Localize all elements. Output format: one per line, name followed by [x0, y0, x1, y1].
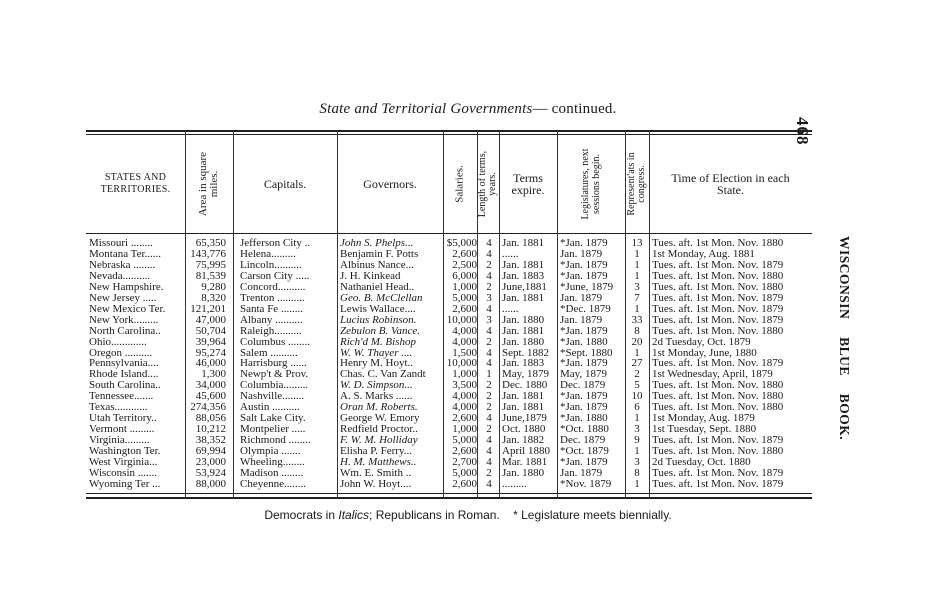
- cell-state: Texas............: [89, 401, 148, 414]
- cell-governor: Redfield Proctor..: [340, 423, 418, 436]
- cell-reps: 1: [634, 445, 640, 458]
- page-title-italic: State and Territorial Governments: [319, 101, 533, 117]
- cell-salary: 4,000: [452, 390, 477, 403]
- cell-reps: 8: [634, 466, 640, 479]
- cell-term: 4: [486, 237, 492, 249]
- cell-election: Tues. aft. 1st Mon. Nov. 1879: [652, 302, 784, 315]
- cell-legislature: *June, 1879: [560, 280, 614, 293]
- cell-term: 4: [486, 434, 492, 447]
- cell-area: 274,356: [190, 401, 226, 414]
- column-header-salaries-label: Salaries.: [453, 165, 466, 203]
- cell-salary: 5,000: [452, 434, 477, 447]
- footnote-republicans: ; Republicans in Roman.: [369, 508, 500, 522]
- cell-election: 2d Tuesday, Oct. 1879: [652, 335, 751, 348]
- cell-governor: Nathaniel Head..: [340, 280, 415, 293]
- cell-governor: Lucius Robinson.: [340, 313, 417, 326]
- cell-governor: Albinus Nance...: [340, 258, 414, 271]
- footnote-legislature-note: * Legislature meets biennially.: [513, 508, 672, 522]
- cell-area: 121,201: [190, 302, 226, 315]
- cell-capital: Helena.........: [240, 247, 296, 260]
- cell-capital: Lincoln..........: [240, 258, 302, 271]
- cell-election: Tues. aft. 1st Mon. Nov. 1879: [652, 258, 784, 271]
- cell-capital: Columbus ........: [240, 335, 310, 348]
- cell-expire: Oct. 1880: [502, 423, 546, 436]
- column-header-states: [86, 134, 185, 234]
- column-header-terms-expire-label: Terms expire.: [511, 171, 545, 197]
- cell-governor: Henry M. Hoyt..: [340, 357, 414, 370]
- footnote: [0, 508, 936, 522]
- cell-election: Tues. aft. 1st Mon. Nov. 1880: [652, 401, 784, 414]
- cell-area: 45,600: [195, 390, 226, 403]
- cell-legislature: *Dec. 1879: [560, 302, 611, 315]
- cell-term: 4: [486, 357, 492, 370]
- cell-capital: Raleigh..........: [240, 324, 302, 337]
- cell-legislature: Dec. 1879: [560, 434, 606, 447]
- cell-term: 4: [486, 269, 492, 282]
- cell-salary: $5,000: [446, 237, 477, 249]
- cell-expire: ......: [502, 247, 519, 260]
- cell-term: 2: [486, 258, 492, 271]
- cell-expire: Jan. 1881: [502, 324, 545, 337]
- cell-area: 1,300: [201, 368, 226, 381]
- cell-governor: F. W. M. Holliday: [340, 434, 418, 447]
- cell-area: 69,994: [195, 445, 226, 458]
- cell-area: 88,056: [195, 412, 226, 425]
- cell-area: 8,320: [201, 291, 226, 304]
- column-header-salaries: [443, 134, 477, 234]
- cell-election: Tues. aft. 1st Mon. Nov. 1880: [652, 379, 784, 392]
- cell-salary: 3,500: [452, 379, 477, 392]
- cell-reps: 1: [634, 247, 640, 260]
- cell-capital: Montpelier .....: [240, 423, 306, 436]
- cell-state: New Mexico Ter.: [89, 302, 166, 315]
- cell-capital: Richmond ........: [240, 434, 311, 447]
- column-header-area: [185, 134, 233, 234]
- cell-legislature: *Jan. 1879: [560, 390, 608, 403]
- cell-term: 4: [486, 324, 492, 337]
- cell-capital: Madison ........: [240, 466, 304, 479]
- cell-expire: Jan. 1880: [502, 313, 545, 326]
- cell-election: Tues. aft. 1st Mon. Nov. 1880: [652, 324, 784, 337]
- cell-term: 2: [486, 335, 492, 348]
- cell-governor: J. H. Kinkead: [340, 269, 401, 282]
- cell-election: Tues. aft. 1st Mon. Nov. 1880: [652, 237, 784, 249]
- cell-term: 4: [486, 456, 492, 468]
- running-title: WISCONSIN BLUE BOOK.: [837, 236, 852, 441]
- table-bottom-rule: [86, 493, 812, 494]
- cell-state: Virginia.........: [89, 434, 150, 447]
- cell-election: 1st Monday, Aug. 1881: [652, 247, 755, 260]
- column-header-area-label: Area in square miles.: [197, 151, 220, 217]
- cell-capital: Trenton ..........: [240, 291, 305, 304]
- cell-state: Rhode Island....: [89, 368, 159, 381]
- cell-governor: Elisha P. Ferry...: [340, 445, 413, 458]
- cell-state: Ohio.............: [89, 335, 147, 348]
- page-title-suffix: — continued.: [532, 101, 617, 117]
- cell-term: 4: [486, 445, 492, 458]
- cell-state: Wisconsin .......: [89, 466, 157, 479]
- cell-state: Vermont .........: [89, 423, 155, 436]
- cell-term: 1: [486, 368, 492, 381]
- cell-state: Montana Ter......: [89, 247, 162, 260]
- cell-expire: Sept. 1882: [502, 346, 550, 359]
- cell-term: 2: [486, 379, 492, 392]
- cell-reps: 2: [634, 368, 640, 381]
- cell-reps: 1: [634, 477, 640, 490]
- cell-area: 50,704: [195, 324, 226, 337]
- cell-legislature: *Jan. 1879: [560, 237, 608, 249]
- cell-governor: Rich'd M. Bishop: [340, 335, 416, 348]
- cell-salary: 1,000: [452, 423, 477, 436]
- cell-governor: John S. Phelps...: [340, 237, 414, 249]
- column-header-term-length-label: Length of terms, years.: [477, 150, 498, 218]
- cell-area: 23,000: [195, 456, 226, 468]
- cell-governor: George W. Emory: [340, 412, 420, 425]
- cell-legislature: Jan. 1879: [560, 466, 603, 479]
- cell-term: 4: [486, 346, 492, 359]
- cell-legislature: *Jan. 1879: [560, 456, 608, 468]
- cell-governor: Oran M. Roberts.: [340, 401, 418, 414]
- cell-legislature: Dec. 1879: [560, 379, 606, 392]
- cell-salary: 2,600: [452, 477, 477, 490]
- cell-salary: 4,000: [452, 335, 477, 348]
- column-header-term-length: [477, 134, 499, 234]
- cell-capital: Harrisburg ......: [240, 357, 307, 370]
- cell-area: 47,000: [195, 313, 226, 326]
- cell-state: Nevada..........: [89, 269, 151, 282]
- cell-state: New York.........: [89, 313, 159, 326]
- cell-salary: 1,500: [452, 346, 477, 359]
- cell-legislature: *Nov. 1879: [560, 477, 612, 490]
- cell-area: 38,352: [195, 434, 226, 447]
- cell-legislature: Jan. 1879: [560, 291, 603, 304]
- cell-election: Tues. aft. 1st Mon. Nov. 1879: [652, 477, 784, 490]
- cell-area: 39,964: [195, 335, 226, 348]
- cell-governor: Benjamin F. Potts: [340, 247, 419, 260]
- cell-reps: 20: [631, 335, 643, 348]
- cell-legislature: *Oct. 1879: [560, 445, 609, 458]
- cell-reps: 1: [634, 412, 640, 425]
- cell-area: 46,000: [195, 357, 226, 370]
- column-header-legislatures-label: Legislatures, next sessions begin.: [580, 148, 602, 220]
- cell-election: Tues. aft. 1st Mon. Nov. 1879: [652, 357, 784, 370]
- cell-state: Oregon ..........: [89, 346, 153, 359]
- cell-area: 10,212: [195, 423, 226, 436]
- cell-expire: May, 1879: [502, 368, 549, 381]
- cell-term: 3: [486, 313, 492, 326]
- cell-expire: ......: [502, 302, 519, 315]
- cell-salary: 2,500: [452, 258, 477, 271]
- cell-state: New Jersey .....: [89, 291, 157, 304]
- cell-expire: Jan. 1881: [502, 401, 545, 414]
- cell-reps: 3: [634, 423, 640, 436]
- cell-expire: April 1880: [502, 445, 550, 458]
- cell-state: Missouri ........: [89, 237, 153, 249]
- cell-reps: 3: [634, 456, 640, 468]
- cell-state: Pennsylvania....: [89, 357, 159, 370]
- cell-capital: Columbia.........: [240, 379, 309, 392]
- cell-election: Tues. aft. 1st Mon. Nov. 1880: [652, 445, 784, 458]
- cell-election: 1st Monday, June, 1880: [652, 346, 757, 359]
- footnote-italics-word: Italics: [338, 508, 370, 522]
- cell-governor: H. M. Matthews..: [340, 456, 417, 468]
- cell-state: Washington Ter.: [89, 445, 161, 458]
- cell-reps: 6: [634, 401, 640, 414]
- column-header-governors-label: Governors.: [363, 177, 417, 191]
- cell-governor: Geo. B. McClellan: [340, 291, 423, 304]
- cell-legislature: *Jan. 1879: [560, 401, 608, 414]
- cell-expire: Jan. 1881: [502, 237, 545, 249]
- cell-term: 2: [486, 401, 492, 414]
- cell-salary: 2,600: [452, 412, 477, 425]
- table-bottom-rule-thick: [86, 497, 812, 499]
- cell-term: 4: [486, 477, 492, 490]
- column-header-legislatures: [557, 134, 625, 234]
- cell-legislature: *Jan. 1879: [560, 258, 608, 271]
- cell-capital: Santa Fe ........: [240, 302, 303, 315]
- table-row: [0, 478, 936, 490]
- cell-expire: Jan. 1881: [502, 258, 545, 271]
- cell-term: 2: [486, 466, 492, 479]
- cell-expire: June,1881: [502, 280, 547, 293]
- footnote-democrats: Democrats in: [264, 508, 339, 522]
- cell-capital: Carson City .....: [240, 269, 310, 282]
- cell-state: North Carolina..: [89, 324, 161, 337]
- cell-area: 143,776: [190, 247, 226, 260]
- cell-election: Tues. aft. 1st Mon. Nov. 1880: [652, 269, 784, 282]
- cell-capital: Salt Lake City.: [240, 412, 306, 425]
- cell-election: Tues. aft. 1st Mon. Nov. 1880: [652, 280, 784, 293]
- cell-salary: 10,000: [446, 313, 477, 326]
- cell-term: 4: [486, 302, 492, 315]
- cell-reps: 5: [634, 379, 640, 392]
- cell-state: Tennessee.......: [89, 390, 154, 403]
- cell-salary: 1,000: [452, 280, 477, 293]
- cell-area: 88,000: [195, 477, 226, 490]
- cell-area: 81,539: [195, 269, 226, 282]
- cell-legislature: May, 1879: [560, 368, 607, 381]
- cell-salary: 5,000: [452, 466, 477, 479]
- cell-expire: Jan. 1880: [502, 335, 545, 348]
- column-header-election-label: Time of Election in each State.: [671, 171, 790, 197]
- column-header-terms-expire: [499, 134, 557, 234]
- cell-expire: Jan. 1880: [502, 466, 545, 479]
- column-header-representatives: [625, 134, 649, 234]
- cell-state: South Carolina..: [89, 379, 161, 392]
- cell-legislature: *Jan. 1880: [560, 412, 608, 425]
- column-header-representatives-label: Represent'ats in congress.: [626, 152, 647, 216]
- cell-expire: Jan. 1881: [502, 291, 545, 304]
- cell-legislature: *Jan. 1879: [560, 269, 608, 282]
- cell-state: West Virginia...: [89, 456, 158, 468]
- cell-governor: Wm. E. Smith ..: [340, 466, 412, 479]
- cell-area: 53,924: [195, 466, 226, 479]
- cell-governor: Lewis Wallace....: [340, 302, 416, 315]
- cell-capital: Cheyenne........: [240, 477, 306, 490]
- cell-expire: Jan. 1883: [502, 357, 545, 370]
- cell-area: 9,280: [201, 280, 226, 293]
- cell-expire: June,1879: [502, 412, 547, 425]
- cell-capital: Albany ..........: [240, 313, 303, 326]
- cell-reps: 33: [631, 313, 643, 326]
- page-number: 468: [793, 117, 812, 146]
- cell-expire: .........: [502, 477, 527, 490]
- cell-capital: Newp't & Prov.: [240, 368, 309, 381]
- cell-election: 1st Wednesday, April, 1879: [652, 368, 773, 381]
- column-header-governors: [337, 134, 443, 234]
- cell-legislature: Jan. 1879: [560, 247, 603, 260]
- cell-election: 1st Monday, Aug. 1879: [652, 412, 755, 425]
- cell-election: 1st Tuesday, Sept. 1880: [652, 423, 757, 436]
- cell-reps: 27: [631, 357, 643, 370]
- cell-election: Tues. aft. 1st Mon. Nov. 1880: [652, 390, 784, 403]
- cell-election: Tues. aft. 1st Mon. Nov. 1879: [652, 313, 784, 326]
- cell-expire: Jan. 1883: [502, 269, 545, 282]
- cell-reps: 3: [634, 280, 640, 293]
- cell-legislature: *Oct. 1880: [560, 423, 609, 436]
- cell-salary: 6,000: [452, 269, 477, 282]
- cell-term: 4: [486, 247, 492, 260]
- cell-governor: Chas. C. Van Zandt: [340, 368, 426, 381]
- cell-reps: 1: [634, 258, 640, 271]
- cell-salary: 5,000: [452, 291, 477, 304]
- column-header-states-label: STATES AND TERRITORIES.: [100, 172, 171, 195]
- cell-salary: 4,000: [452, 401, 477, 414]
- table-top-rule: [86, 130, 812, 132]
- cell-expire: Mar. 1881: [502, 456, 548, 468]
- cell-term: 2: [486, 423, 492, 436]
- cell-capital: Wheeling........: [240, 456, 305, 468]
- cell-reps: 1: [634, 269, 640, 282]
- cell-state: Nebraska ........: [89, 258, 156, 271]
- cell-area: 95,274: [195, 346, 226, 359]
- cell-legislature: *Jan. 1879: [560, 357, 608, 370]
- cell-reps: 8: [634, 324, 640, 337]
- cell-expire: Jan. 1882: [502, 434, 545, 447]
- page-title: [0, 101, 936, 118]
- column-header-election: [649, 134, 812, 234]
- cell-election: Tues. aft. 1st Mon. Nov. 1879: [652, 466, 784, 479]
- cell-salary: 1,000: [452, 368, 477, 381]
- cell-salary: 2,600: [452, 247, 477, 260]
- cell-governor: W. W. Thayer ....: [340, 346, 413, 359]
- cell-capital: Concord..........: [240, 280, 306, 293]
- cell-term: 2: [486, 280, 492, 293]
- cell-salary: 2,600: [452, 302, 477, 315]
- cell-salary: 10,000: [446, 357, 477, 370]
- cell-reps: 10: [631, 390, 643, 403]
- cell-capital: Olympia .......: [240, 445, 301, 458]
- cell-reps: 9: [634, 434, 640, 447]
- cell-reps: 13: [631, 237, 643, 249]
- cell-state: New Hampshire.: [89, 280, 164, 293]
- cell-term: 3: [486, 291, 492, 304]
- cell-reps: 1: [634, 346, 640, 359]
- cell-capital: Austin ..........: [240, 401, 300, 414]
- cell-state: Wyoming Ter ...: [89, 477, 161, 490]
- cell-governor: Zebulon B. Vance.: [340, 324, 421, 337]
- cell-salary: 2,600: [452, 445, 477, 458]
- cell-legislature: *Jan. 1879: [560, 324, 608, 337]
- cell-capital: Jefferson City ..: [240, 237, 311, 249]
- column-header-capitals: [233, 134, 337, 234]
- cell-governor: A. S. Marks ......: [340, 390, 413, 403]
- cell-term: 4: [486, 412, 492, 425]
- cell-election: Tues. aft. 1st Mon. Nov. 1879: [652, 434, 784, 447]
- cell-capital: Nashville........: [240, 390, 305, 403]
- cell-area: 65,350: [195, 237, 226, 249]
- cell-legislature: *Sept. 1880: [560, 346, 613, 359]
- cell-area: 75,995: [195, 258, 226, 271]
- cell-capital: Salem ..........: [240, 346, 298, 359]
- cell-expire: Jan. 1881: [502, 390, 545, 403]
- cell-election: 2d Tuesday, Oct. 1880: [652, 456, 751, 468]
- cell-reps: 1: [634, 302, 640, 315]
- cell-term: 2: [486, 390, 492, 403]
- cell-legislature: *Jan. 1880: [560, 335, 608, 348]
- cell-state: Utah Territory..: [89, 412, 157, 425]
- column-header-capitals-label: Capitals.: [263, 177, 307, 191]
- cell-area: 34,000: [195, 379, 226, 392]
- cell-governor: W. D. Simpson...: [340, 379, 413, 392]
- cell-legislature: Jan. 1879: [560, 313, 603, 326]
- cell-expire: Dec. 1880: [502, 379, 548, 392]
- cell-salary: 2,700: [452, 456, 477, 468]
- cell-governor: John W. Hoyt....: [340, 477, 412, 490]
- cell-reps: 7: [634, 291, 640, 304]
- cell-salary: 4,000: [452, 324, 477, 337]
- cell-election: Tues. aft. 1st Mon. Nov. 1879: [652, 291, 784, 304]
